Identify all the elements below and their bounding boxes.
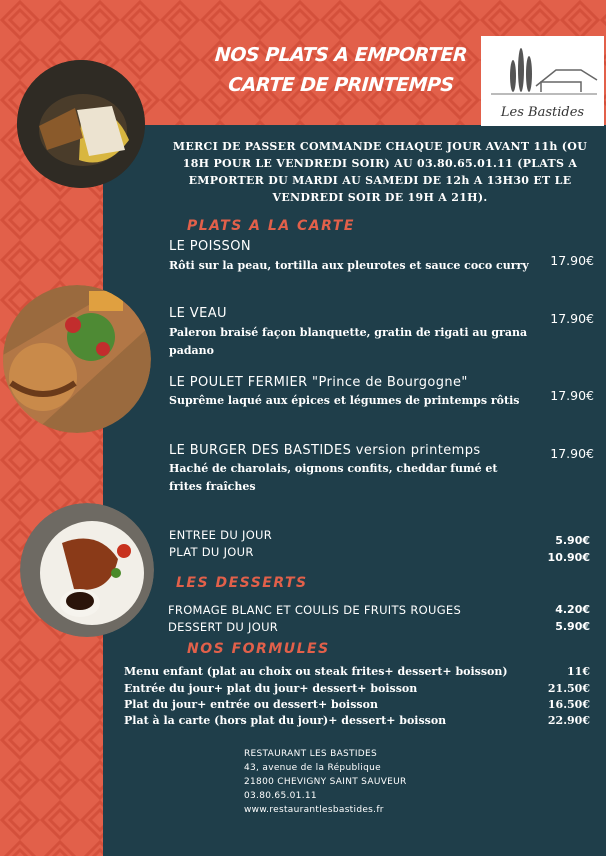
formule-entree-plat-dessert: Entrée du jour+ plat du jour+ dessert+ boisson <box>124 682 418 695</box>
formule-plat-carte-dessert: Plat à la carte (hors plat du jour)+ dessert+ boisson <box>124 714 447 727</box>
section-title-plats: PLATS A LA CARTE <box>187 218 355 234</box>
footer-phone[interactable]: 03.80.65.01.11 <box>244 791 317 801</box>
dish-name-burger: LE BURGER DES BASTIDES version printemps <box>169 443 481 458</box>
dish-desc-poisson: Rôti sur la peau, tortilla aux pleurotes et sauce coco curry <box>169 259 529 272</box>
dish-desc-burger: Haché de charolais, oignons confits, cheddar fumé et frites fraîches <box>169 462 498 493</box>
chicken-dish-photo <box>20 503 154 637</box>
footer-street: 43, avenue de la République <box>244 763 381 773</box>
logo-graphic-icon <box>481 36 604 106</box>
dish-desc-veau: Paleron braisé façon blanquette, gratin de rigati au grana padano <box>169 326 528 357</box>
footer-website-link[interactable]: www.restaurantlesbastides.fr <box>244 805 384 815</box>
daily-entree-name: ENTREE DU JOUR <box>169 528 273 542</box>
burger-dish-photo <box>3 285 151 433</box>
order-instructions: MERCI DE PASSER COMMANDE CHAQUE JOUR AVANT 11h (OU 18H POUR LE VENDREDI SOIR) AU 03.80.65.01.11 (PLATS A EMPORTER DU MARDI AU SAMEDI DE 12h A 13H30 ET LE VENDREDI SOIR DE 19H A 21H). <box>172 140 588 204</box>
fish-dish-photo <box>17 60 145 188</box>
section-title-formules: NOS FORMULES <box>187 641 330 657</box>
dessert-fromage-price: 4.20€ <box>555 603 590 616</box>
dish-price-burger: 17.90€ <box>550 446 594 461</box>
restaurant-logo <box>481 36 604 126</box>
formule-entree-plat-dessert-price: 21.50€ <box>547 682 590 695</box>
dessert-jour-name: DESSERT DU JOUR <box>168 620 279 634</box>
formule-plat-carte-dessert-price: 22.90€ <box>547 714 590 727</box>
dish-price-poisson: 17.90€ <box>550 253 594 268</box>
daily-entree-price: 5.90€ <box>555 534 590 547</box>
dish-name-poisson: LE POISSON <box>169 239 251 254</box>
section-title-desserts: LES DESSERTS <box>176 575 308 591</box>
dish-name-poulet: LE POULET FERMIER "Prince de Bourgogne" <box>169 375 468 390</box>
dish-name-veau: LE VEAU <box>169 306 227 321</box>
page-title: NOS PLATS A EMPORTER <box>214 44 468 66</box>
formule-menu-enfant-price: 11€ <box>567 665 590 678</box>
page-subtitle: CARTE DE PRINTEMPS <box>227 74 455 96</box>
formule-plat-entree-ou-dessert-price: 16.50€ <box>547 698 590 711</box>
footer-restaurant-name: RESTAURANT LES BASTIDES <box>244 749 378 759</box>
dish-price-poulet: 17.90€ <box>550 388 594 403</box>
dish-price-veau: 17.90€ <box>550 311 594 326</box>
formule-plat-entree-ou-dessert: Plat du jour+ entrée ou dessert+ boisson <box>124 698 378 711</box>
dish-desc-poulet: Suprême laqué aux épices et légumes de printemps rôtis <box>169 394 520 407</box>
daily-plat-name: PLAT DU JOUR <box>169 545 254 559</box>
daily-plat-price: 10.90€ <box>547 551 590 564</box>
dessert-jour-price: 5.90€ <box>555 620 590 633</box>
restaurant-address <box>244 747 407 817</box>
logo-text: Les Bastides <box>500 105 585 120</box>
dessert-fromage-name: FROMAGE BLANC ET COULIS DE FRUITS ROUGES <box>168 603 462 617</box>
footer-city: 21800 CHEVIGNY SAINT SAUVEUR <box>244 777 407 787</box>
formule-menu-enfant: Menu enfant (plat au choix ou steak frites+ dessert+ boisson) <box>124 665 508 678</box>
